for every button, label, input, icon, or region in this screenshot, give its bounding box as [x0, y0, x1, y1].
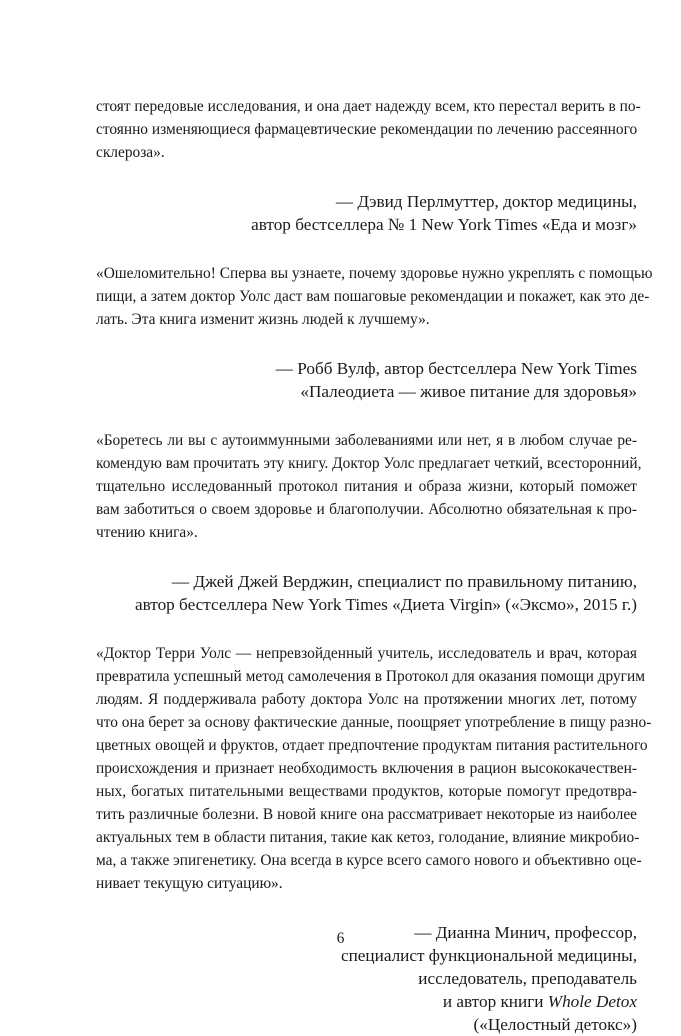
- book-title: Whole Detox: [547, 992, 637, 1011]
- text-line: тить различные болезни. В новой книге она рассматривает некоторые из наиболее: [96, 806, 637, 823]
- text-line: стоят передовые исследования, и она дает надежду всем, кто перестал верить в по-: [96, 98, 641, 115]
- attribution-line: автор бестселлера New York Times «Диета Virgin» («Эксмо», 2015 г.): [134, 595, 637, 614]
- attribution-line: («Целостный детокс»): [473, 1015, 637, 1034]
- text-line: стоянно изменяющиеся фармацевтические рекомендации по лечению рассеянного: [96, 121, 638, 138]
- attribution-line: — Дианна Минич, профессор,: [414, 923, 637, 942]
- quote-attribution: [96, 357, 637, 403]
- attribution-line: исследователь, преподаватель: [418, 969, 637, 988]
- attribution-line: специалист функциональной медицины,: [340, 946, 637, 965]
- quote-paragraph: [96, 429, 642, 544]
- attribution-text: и автор книги: [442, 992, 544, 1011]
- attribution-line: «Палеодиета — живое питание для здоровья»: [300, 382, 637, 401]
- attribution-line: — Робб Вулф, автор бестселлера New York Times: [275, 359, 637, 378]
- quote-paragraph: [96, 95, 641, 164]
- quote-attribution: [96, 190, 637, 236]
- quote-paragraph: [96, 262, 653, 331]
- text-line: нивает текущую ситуацию».: [96, 875, 283, 892]
- text-line: людям. Я поддерживала работу доктора Уолс на протяжении многих лет, потому: [96, 691, 637, 708]
- text-line: пищи, а затем доктор Уолс даст вам пошаговые рекомендации и покажет, как это де-: [96, 288, 650, 305]
- text-line: «Доктор Терри Уолс — непревзойденный учитель, исследователь и врач, которая: [96, 645, 637, 662]
- text-line: актуальных тем в области питания, такие как кетоз, голодание, влияние микробио-: [96, 829, 640, 846]
- text-line: цветных овощей и фруктов, отдает предпочтение продуктам питания растительного: [96, 737, 648, 754]
- text-line: что она берет за основу фактические данные, поощряет употребление в пищу разно-: [96, 714, 652, 731]
- attribution-line: — Дэвид Перлмуттер, доктор медицины,: [335, 192, 637, 211]
- text-line: тщательно исследованный протокол питания и образа жизни, который поможет: [96, 478, 637, 495]
- attribution-line: автор бестселлера № 1 New York Times «Еда и мозг»: [251, 215, 637, 234]
- attribution-line: [96, 990, 637, 1013]
- text-line: склероза».: [96, 144, 165, 161]
- text-line: комендую вам прочитать эту книгу. Доктор Уолс предлагает четкий, всесторонний,: [96, 455, 642, 472]
- quote-paragraph: [96, 642, 652, 895]
- quote-attribution: [96, 570, 637, 616]
- text-line: чтению книга».: [96, 524, 198, 541]
- attribution-line: — Джей Джей Верджин, специалист по правильному питанию,: [171, 572, 637, 591]
- page-number: 6: [336, 930, 345, 947]
- text-line: происхождения и признает необходимость включения в рацион высококачествен-: [96, 760, 637, 777]
- text-line: превратила успешный метод самолечения в Протокол для оказания помощи другим: [96, 668, 645, 685]
- text-line: вам заботиться о своем здоровье и благополучии. Абсолютно обязательная к про-: [96, 501, 637, 518]
- text-line: «Ошеломительно! Сперва вы узнаете, почему здоровье нужно укреплять с помощью: [96, 265, 653, 282]
- text-line: лать. Эта книга изменит жизнь людей к лучшему».: [96, 311, 430, 328]
- text-line: «Боретесь ли вы с аутоиммунными заболеваниями или нет, я в любом случае ре-: [96, 432, 637, 449]
- page-body: [96, 95, 653, 1036]
- text-line: ма, а также эпигенетику. Она всегда в курсе всего самого нового и объективно оце-: [96, 852, 642, 869]
- text-line: ных, богатых питательными веществами продуктов, которые помогут предотвра-: [96, 783, 637, 800]
